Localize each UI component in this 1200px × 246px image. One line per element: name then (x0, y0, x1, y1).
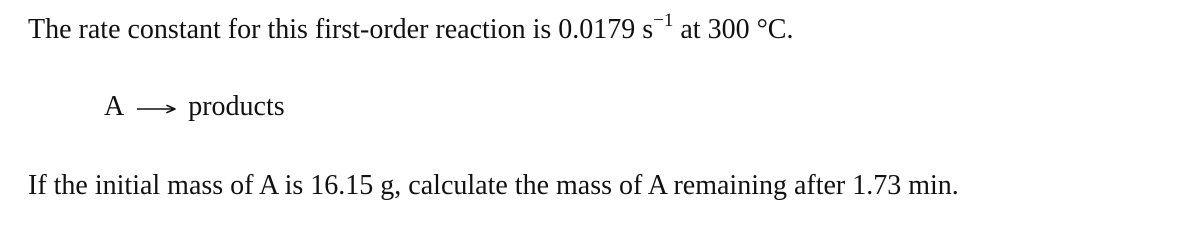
rate-constant-exponent: −1 (653, 9, 674, 31)
problem-statement-line-1 (28, 9, 794, 45)
reactant-label: A (104, 91, 125, 122)
rate-constant-text: The rate constant for this first-order reaction is 0.0179 s (28, 14, 654, 45)
reaction-equation (104, 93, 285, 121)
right-arrow-icon (136, 100, 178, 118)
product-label: products (188, 91, 285, 122)
problem-question: If the initial mass of A is 16.15 g, calculate the mass of A remaining after 1.73 min. (28, 170, 959, 201)
temperature-text: at 300 °C. (673, 14, 794, 45)
